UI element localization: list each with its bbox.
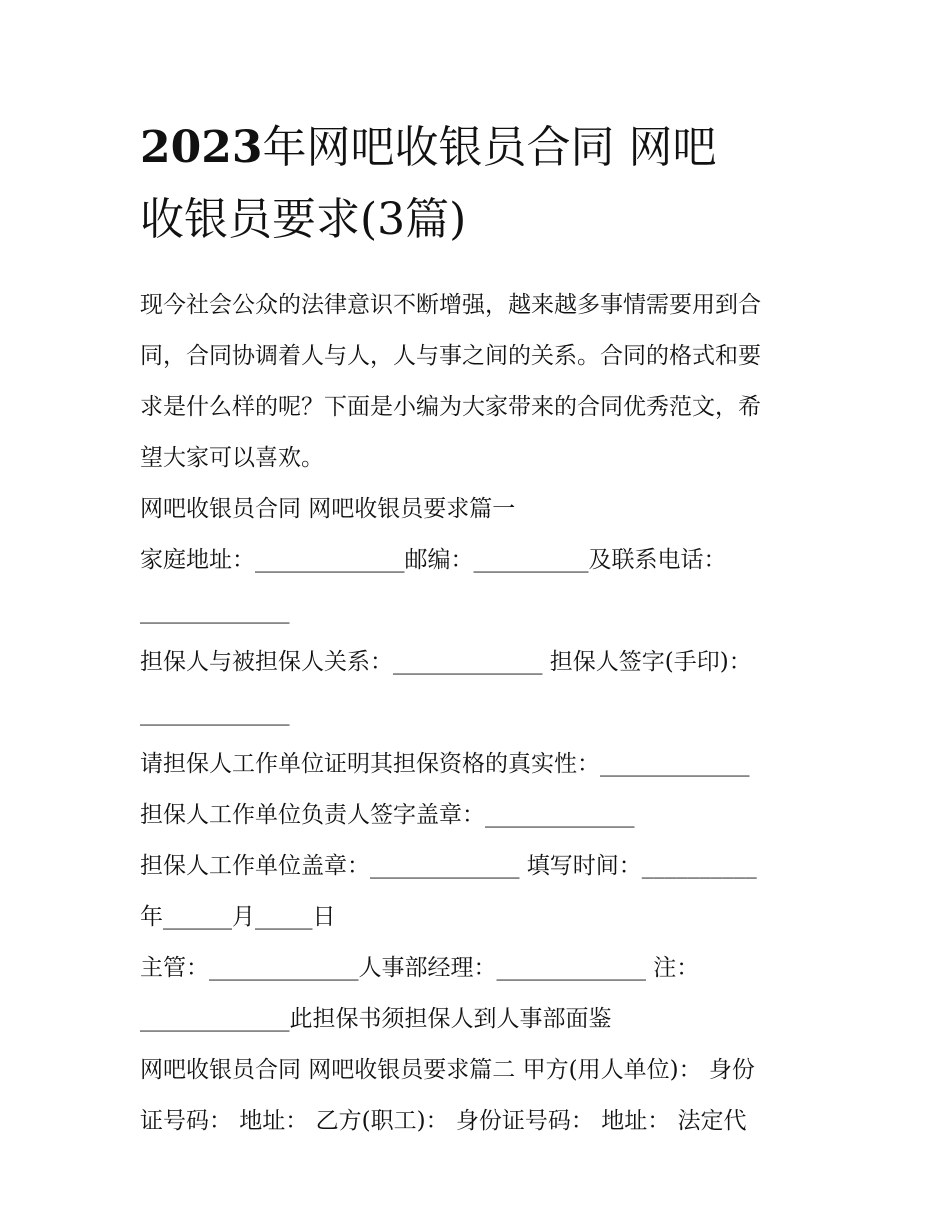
form-line: 担保人工作单位负责人签字盖章：_____________	[140, 802, 635, 828]
intro-line: 望大家可以喜欢。	[140, 445, 324, 471]
intro-paragraph	[140, 280, 820, 484]
form-line: _____________	[140, 700, 290, 726]
form-line: 请担保人工作单位证明其担保资格的真实性：_____________	[140, 751, 750, 777]
intro-line: 求是什么样的呢？下面是小编为大家带来的合同优秀范文，希	[140, 394, 761, 420]
section1-heading-text: 网吧收银员合同 网吧收银员要求篇一	[140, 496, 516, 522]
form-line: 担保人工作单位盖章：_____________ 填写时间：__________	[140, 853, 757, 879]
form-line: 家庭地址：_____________邮编：__________及联系电话：	[140, 547, 727, 573]
document-body	[140, 280, 820, 1147]
guarantee-form	[140, 535, 820, 1045]
form-line: 担保人与被担保人关系：_____________ 担保人签字(手印)：	[140, 649, 752, 675]
form-line: _____________此担保书须担保人到人事部面鉴	[140, 1006, 612, 1032]
title-line1-rest: 年网吧收银员合同 网吧	[262, 122, 717, 173]
section2-paragraph	[140, 1045, 820, 1147]
form-line: 主管：_____________人事部经理：_____________ 注：	[140, 955, 700, 981]
title-year: 2023	[140, 122, 263, 173]
form-line: 年______月_____日	[140, 904, 336, 930]
title-line2: 收银员要求(3篇)	[140, 194, 467, 245]
section2-line: 网吧收银员合同 网吧收银员要求篇二 甲方(用人单位)： 身份	[140, 1057, 755, 1083]
intro-line: 同，合同协调着人与人，人与事之间的关系。合同的格式和要	[140, 343, 761, 369]
document-title	[140, 112, 820, 256]
section2-line: 证号码： 地址： 乙方(职工)： 身份证号码： 地址： 法定代	[140, 1108, 747, 1134]
intro-line: 现今社会公众的法律意识不断增强，越来越多事情需要用到合	[140, 292, 761, 318]
form-line: _____________	[140, 598, 290, 624]
section1-heading	[140, 484, 820, 535]
